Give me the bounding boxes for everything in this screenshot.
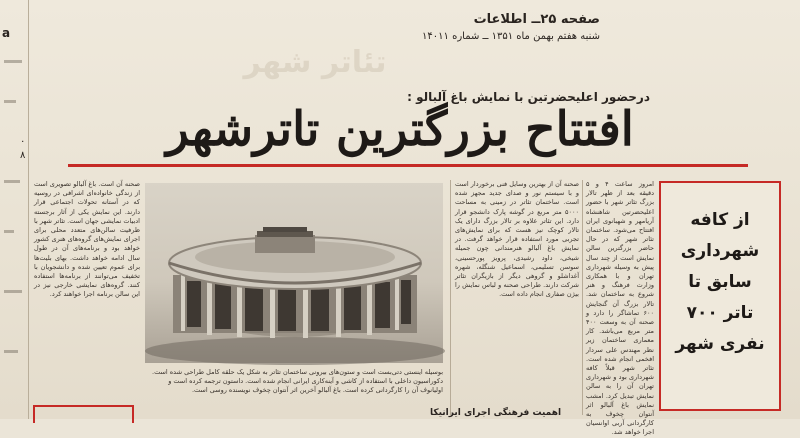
faint-background-logo: تئاتر شهر — [243, 45, 387, 80]
strip-mark: a — [2, 26, 11, 40]
caption-text: بوسیله اینستی دتی‌بست است و ستون‌های بیرونی ساختمان تئاتر به شکل یک حلقه کامل طراحی شده است. دکوراسیون داخلی با استفاده از کاشی و آینه‌کاری ایرانی انجام شده است. داستون ترجمه کرده است و اولیانوف آن را کارگردانی کرده است. باغ آلبالو آخرین اثر آنتوان چخوف نویسنده روسی است. — [152, 368, 443, 394]
column-divider — [582, 180, 583, 415]
photo-caption-text — [145, 368, 443, 410]
strip-char: ۰ — [20, 136, 26, 147]
sidebar-headline-line: شهرداری — [680, 241, 760, 261]
headline-kicker: درحضور اعلیحضرتین با نمایش باغ آلبالو : — [407, 90, 650, 104]
strip-text-line — [4, 180, 20, 183]
bottom-headline-fragment: اهمیت فرهنگی اجرای ایرانیکا — [430, 408, 562, 418]
strip-text-line — [4, 100, 16, 103]
headline-underline — [68, 164, 748, 167]
sidebar-headline-line: سابق تا — [688, 272, 752, 292]
text-column-left — [34, 180, 140, 400]
strip-char: ۸ — [20, 150, 26, 161]
building-model-illustration — [145, 183, 443, 363]
page-number-label: صفحه ۲۵ــ اطلاعات — [473, 12, 600, 27]
main-headline: افتتاح بزرگترین تاترشهر — [166, 102, 634, 157]
column-divider — [450, 180, 451, 415]
building-model-photo — [145, 183, 443, 363]
page-header — [422, 12, 600, 44]
column-text: صحنه آن از بهترین وسایل فنی برخوردار است و با سیستم نور و صدای جدید مجهز شده است. ساختمان تئاتر در زمینی به مساحت ۵۰۰۰ متر مربع در گوشه پارک دانشجو قرار دارد. این تئاتر علاوه بر تالار بزرگ دارای یک تالار کوچک نیز هست که برای نمایش‌های تجربی مورد استفاده قرار خواهد گرفت. در نمایش باغ آلبالو هنرمندانی چون جمیله شیخی، داود رشیدی، پرویز پورحسینی، سوسن تسلیمی، اسماعیل شنگله، شهره آغداشلو و گروهی دیگر از بازیگران تئاتر شرکت دارند. طراحی صحنه و لباس نمایش را بیژن صفاری انجام داده است. — [455, 180, 579, 299]
bottom-red-box — [33, 405, 134, 423]
strip-text-line — [4, 350, 18, 353]
strip-text-line — [4, 60, 22, 63]
sidebar-headline-line: نفری شهر — [675, 334, 765, 354]
strip-text-line — [4, 230, 14, 233]
issue-date-label: شنبه هفتم بهمن ماه ۱۳۵۱ ــ شماره ۱۴۰۱۱ — [422, 31, 600, 42]
previous-page-strip — [0, 0, 29, 419]
sidebar-headline-line: تاتر ۷۰۰ — [686, 303, 754, 323]
sidebar-headline-line: از کافه — [690, 210, 750, 230]
sidebar-headline — [669, 205, 771, 360]
sidebar-headline-box — [659, 181, 781, 411]
column-text: امروز ساعت ۴ و ۵ دقیقه بعد از ظهر تالار بزرگ تئاتر شهر با حضور اعلیحضرتین شاهنشاه آریامهر و شهبانوی ایران افتتاح می‌شود. ساختمان تئاتر شهر که در حال حاضر بزرگترین سالن نمایش است از چند سال پیش به وسیله شهرداری تهران و با همکاری وزارت فرهنگ و هنر شروع به ساختمان شد. تالار بزرگ آن گنجایش ۶۰۰ تماشاگر را دارد و صحنه آن به وسعت ۴۰۰ متر مربع می‌باشد. کار معماری ساختمان زیر نظر مهندس علی سردار افخمی انجام شده است. تئاتر شهر قبلاً کافه شهرداری بود و شهرداری تهران آن را به سالن نمایش تبدیل کرد. امشب نمایش باغ آلبالو اثر آنتوان چخوف به کارگردانی آربی اوانسیان اجرا خواهد شد. — [586, 180, 654, 437]
column-text: صحنه آن است. باغ آلبالو تصویری است از زندگی خانواده‌ای اشرافی در روسیه که در آستانه تحولات اجتماعی قرار دارند. این نمایش یکی از آثار برجسته ادبیات نمایشی جهان است. تئاتر شهر با ظرفیت سالن‌های متعدد محلی برای اجرای نمایش‌های گروه‌های هنری کشور خواهد بود و برنامه‌های آن در طول سال ادامه خواهد داشت. بهای بلیت‌ها برای عموم تعیین شده و دانشجویان با تخفیف می‌توانند از برنامه‌ها استفاده کنند. گروه‌های نمایشی خارجی نیز در این سالن برنامه اجرا خواهند کرد. — [34, 180, 140, 299]
strip-text-line — [4, 290, 22, 293]
text-column-far-right — [586, 180, 654, 437]
text-column-right — [455, 180, 579, 416]
